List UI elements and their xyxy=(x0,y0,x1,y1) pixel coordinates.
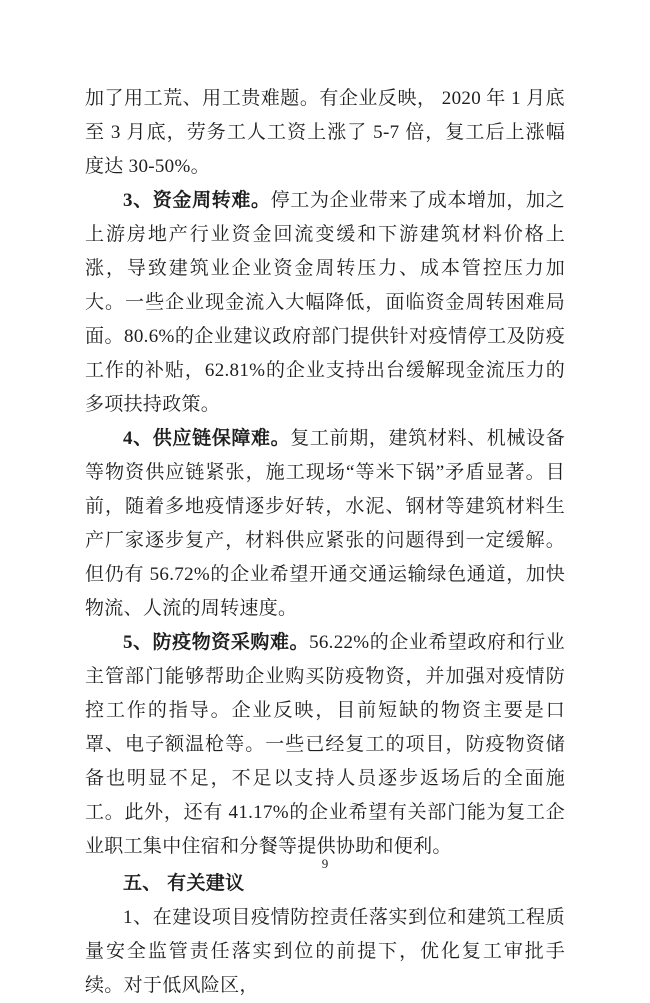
paragraph xyxy=(85,422,565,626)
text-run: 1、在建设项目疫情防控责任落实到位和建筑工程质量安全监管责任落实到位的前提下，优化复工审批手续。对于低风险区， xyxy=(85,907,565,996)
text-run: 复工前期，建筑材料、机械设备等物资供应链紧张，施工现场“等米下锅”矛盾显著。目前，随着多地疫情逐步好转，水泥、钢材等建筑材料生产厂家逐步复产，材料供应紧张的问题得到一定缓解。但仍有 56.72%的企业希望开通交通运输绿色通道，加快物流、人流的周转速度。 xyxy=(85,428,566,619)
text-run-bold: 五、 有关建议 xyxy=(123,873,245,894)
page-number: 9 xyxy=(321,856,329,871)
text-run: 加了用工荒、用工贵难题。有企业反映， 2020 年 1 月底至 3 月底，劳务工人工资上涨了 5-7 倍，复工后上涨幅度达 30-50%。 xyxy=(85,88,565,177)
paragraph xyxy=(85,901,565,1003)
text-run-bold: 3、资金周转难。 xyxy=(123,190,271,211)
text-run-bold: 5、防疫物资采购难。 xyxy=(123,632,310,653)
paragraph xyxy=(85,184,565,422)
section-heading xyxy=(85,867,565,901)
text-run: 56.22%的企业希望政府和行业主管部门能够帮助企业购买防疫物资，并加强对疫情防控工作的指导。企业反映，目前短缺的物资主要是口罩、电子额温枪等。一些已经复工的项目，防疫物资储备也明显不足，不足以支持人员逐步返场后的全面施工。此外，还有 41.17%的企业希望有关部门能为复工企业职工集中住宿和分餐等提供协助和便利。 xyxy=(85,632,565,857)
paragraph xyxy=(85,82,565,184)
text-run-bold: 4、供应链保障难。 xyxy=(123,428,291,449)
paragraph xyxy=(85,626,565,864)
text-run: 停工为企业带来了成本增加，加之上游房地产行业资金回流变缓和下游建筑材料价格上涨，导致建筑业企业资金周转压力、成本管控压力加大。一些企业现金流入大幅降低，面临资金周转困难局面。80.6%的企业建议政府部门提供针对疫情停工及防疫工作的补贴，62.81%的企业支持出台缓解现金流压力的多项扶持政策。 xyxy=(85,190,565,415)
